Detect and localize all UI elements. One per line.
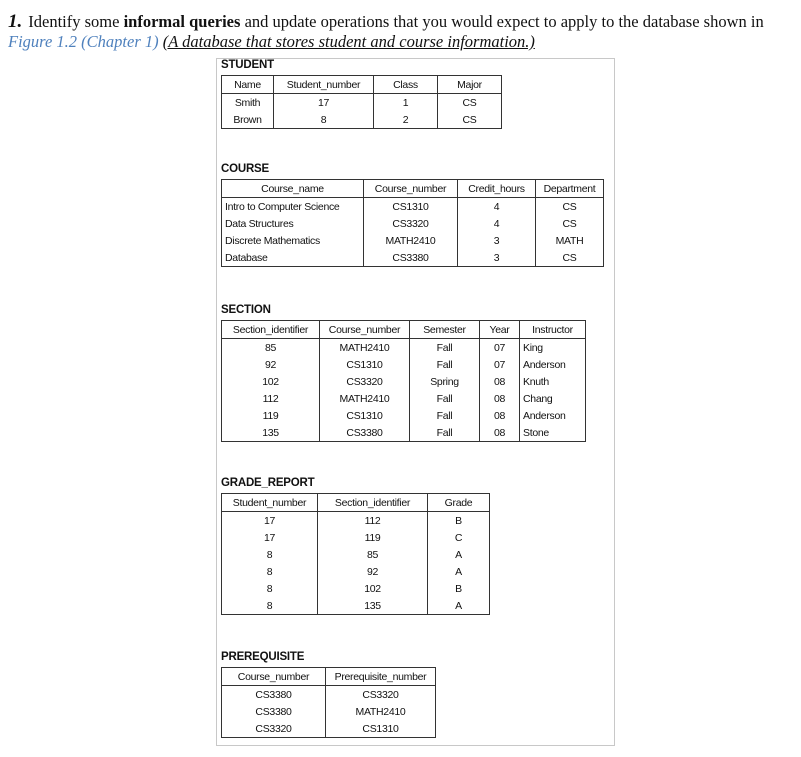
table-cell: A — [428, 563, 490, 580]
column-header: Course_number — [222, 668, 326, 686]
table-cell: 08 — [480, 390, 520, 407]
table-cell: CS3380 — [364, 249, 458, 267]
table-cell: 119 — [222, 407, 320, 424]
column-header: Course_name — [222, 180, 364, 198]
table-row — [222, 249, 604, 267]
grade-report-table — [221, 493, 490, 615]
table-cell: Database — [222, 249, 364, 267]
table-row — [222, 390, 586, 407]
column-header: Student_number — [222, 494, 318, 512]
table-cell: CS3320 — [364, 215, 458, 232]
table-cell: Fall — [410, 407, 480, 424]
table-cell: A — [428, 546, 490, 563]
column-header: Department — [536, 180, 604, 198]
question-number: 1. — [8, 11, 23, 32]
column-header: Course_number — [320, 321, 410, 339]
table-row — [222, 94, 502, 112]
question-text-b: and update operations that you would expect to apply to the database shown in — [240, 12, 764, 31]
student-table-title: STUDENT — [221, 59, 274, 71]
student-table — [221, 75, 502, 129]
table-header-row — [222, 494, 490, 512]
table-cell: A — [428, 597, 490, 615]
figure-database-schema — [216, 58, 615, 746]
table-cell: 2 — [374, 111, 438, 129]
table-cell: Fall — [410, 339, 480, 357]
table-cell: CS3380 — [222, 703, 326, 720]
table-cell: 8 — [274, 111, 374, 129]
table-cell: 07 — [480, 356, 520, 373]
table-cell: Discrete Mathematics — [222, 232, 364, 249]
table-row — [222, 580, 490, 597]
table-cell: CS3380 — [222, 686, 326, 704]
table-cell: 08 — [480, 373, 520, 390]
section-table — [221, 320, 586, 442]
column-header: Grade — [428, 494, 490, 512]
table-row — [222, 597, 490, 615]
table-cell: CS1310 — [364, 198, 458, 216]
table-cell: 8 — [222, 580, 318, 597]
table-cell: Fall — [410, 424, 480, 442]
table-cell: CS — [536, 198, 604, 216]
table-row — [222, 563, 490, 580]
column-header: Class — [374, 76, 438, 94]
table-cell: 17 — [222, 529, 318, 546]
column-header: Course_number — [364, 180, 458, 198]
section-table-title: SECTION — [221, 304, 271, 316]
table-row — [222, 356, 586, 373]
table-row — [222, 198, 604, 216]
table-cell: 102 — [222, 373, 320, 390]
table-cell: 112 — [318, 512, 428, 530]
table-cell: B — [428, 512, 490, 530]
table-cell: 07 — [480, 339, 520, 357]
table-header-row — [222, 180, 604, 198]
column-header: Instructor — [520, 321, 586, 339]
table-row — [222, 339, 586, 357]
question-text-a: Identify some — [28, 12, 124, 31]
table-cell: CS1310 — [320, 407, 410, 424]
table-cell: Knuth — [520, 373, 586, 390]
table-cell: CS3320 — [326, 686, 436, 704]
table-cell: 17 — [222, 512, 318, 530]
grade-report-table-title: GRADE_REPORT — [221, 477, 315, 489]
table-cell: 112 — [222, 390, 320, 407]
table-row — [222, 529, 490, 546]
table-cell: 135 — [318, 597, 428, 615]
table-header-row — [222, 668, 436, 686]
column-header: Name — [222, 76, 274, 94]
column-header: Prerequisite_number — [326, 668, 436, 686]
table-cell: 8 — [222, 597, 318, 615]
question-parenthetical: (A database that stores student and course information.) — [162, 32, 535, 51]
table-cell: Data Structures — [222, 215, 364, 232]
table-cell: 92 — [318, 563, 428, 580]
table-row — [222, 546, 490, 563]
table-row — [222, 215, 604, 232]
column-header: Student_number — [274, 76, 374, 94]
table-row — [222, 720, 436, 738]
course-table-title: COURSE — [221, 163, 270, 175]
table-cell: Smith — [222, 94, 274, 112]
table-row — [222, 111, 502, 129]
table-cell: CS1310 — [320, 356, 410, 373]
table-cell: MATH2410 — [364, 232, 458, 249]
figure-reference-link[interactable]: Figure 1.2 (Chapter 1) — [8, 32, 159, 51]
prerequisite-table-title: PREREQUISITE — [221, 651, 305, 663]
table-cell: 102 — [318, 580, 428, 597]
table-cell: Spring — [410, 373, 480, 390]
table-cell: C — [428, 529, 490, 546]
table-cell: MATH2410 — [320, 339, 410, 357]
table-row — [222, 373, 586, 390]
table-cell: Stone — [520, 424, 586, 442]
column-header: Credit_hours — [458, 180, 536, 198]
table-cell: 119 — [318, 529, 428, 546]
table-cell: 4 — [458, 198, 536, 216]
table-cell: Anderson — [520, 356, 586, 373]
table-row — [222, 686, 436, 704]
column-header: Semester — [410, 321, 480, 339]
table-cell: 92 — [222, 356, 320, 373]
table-cell: Chang — [520, 390, 586, 407]
table-cell: Intro to Computer Science — [222, 198, 364, 216]
table-cell: CS3320 — [222, 720, 326, 738]
table-cell: 4 — [458, 215, 536, 232]
table-row — [222, 703, 436, 720]
question-text — [8, 12, 798, 52]
table-row — [222, 512, 490, 530]
course-table — [221, 179, 604, 267]
table-cell: 08 — [480, 424, 520, 442]
table-cell: 8 — [222, 546, 318, 563]
column-header: Section_identifier — [318, 494, 428, 512]
prerequisite-table — [221, 667, 436, 738]
table-cell: 17 — [274, 94, 374, 112]
table-cell: 8 — [222, 563, 318, 580]
table-cell: Fall — [410, 390, 480, 407]
table-cell: B — [428, 580, 490, 597]
table-cell: 3 — [458, 249, 536, 267]
table-cell: 1 — [374, 94, 438, 112]
table-cell: 3 — [458, 232, 536, 249]
column-header: Major — [438, 76, 502, 94]
table-cell: CS — [536, 249, 604, 267]
table-cell: CS3380 — [320, 424, 410, 442]
table-cell: CS — [438, 94, 502, 112]
column-header: Year — [480, 321, 520, 339]
table-cell: Anderson — [520, 407, 586, 424]
question-bold-phrase: informal queries — [123, 12, 241, 31]
column-header: Section_identifier — [222, 321, 320, 339]
table-cell: MATH — [536, 232, 604, 249]
table-cell: CS — [438, 111, 502, 129]
table-cell: 85 — [318, 546, 428, 563]
table-row — [222, 407, 586, 424]
table-header-row — [222, 76, 502, 94]
table-cell: Fall — [410, 356, 480, 373]
table-header-row — [222, 321, 586, 339]
table-cell: CS — [536, 215, 604, 232]
table-row — [222, 232, 604, 249]
table-cell: 08 — [480, 407, 520, 424]
table-row — [222, 424, 586, 442]
table-cell: King — [520, 339, 586, 357]
table-cell: MATH2410 — [320, 390, 410, 407]
table-cell: CS1310 — [326, 720, 436, 738]
table-cell: CS3320 — [320, 373, 410, 390]
table-cell: Brown — [222, 111, 274, 129]
table-cell: 85 — [222, 339, 320, 357]
table-cell: MATH2410 — [326, 703, 436, 720]
table-cell: 135 — [222, 424, 320, 442]
